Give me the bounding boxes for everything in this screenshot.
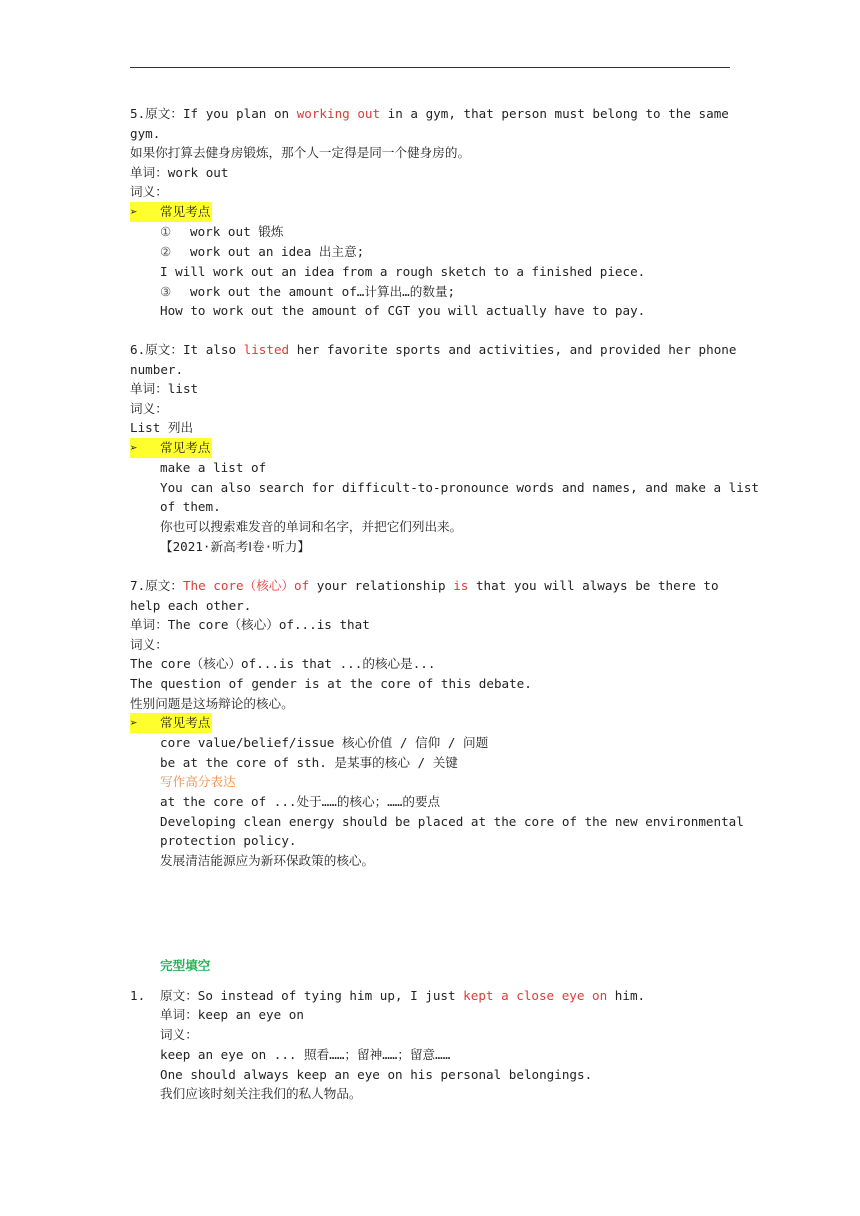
cloze-item1-original: 1. 原文：So instead of tying him up, I just kept a close eye on him. [130,988,646,1003]
circled-number: ② [160,244,172,259]
circled-number: ③ [160,284,172,299]
item6-original: 6.原文：It also listed her favorite sports and activities, and provided her phone [130,342,737,357]
item5-word: 单词：work out [130,165,229,180]
item6-example-cont: of them. [160,499,221,514]
arrow-bullet-icon: ➢ [130,440,138,455]
cloze-item1-keyword: kept a close eye on [463,988,608,1003]
cloze-item1-example: One should always keep an eye on his personal belongings. [160,1067,593,1082]
cloze-item1-word: 单词：keep an eye on [160,1007,304,1022]
item5-point-2: ② work out an idea 出主意; [160,242,364,262]
item6-keyword: listed [243,342,290,357]
cloze-item1-meaning: keep an eye on ... 照看……；留神……；留意…… [160,1047,451,1062]
item6-example: You can also search for difficult-to-pronounce words and names, and make a list [160,480,759,495]
item7-meaning: The core（核心）of...is that ...的核心是... [130,656,436,671]
item6-source: 【2021·新高考Ⅰ卷·听力】 [160,539,310,554]
item5-example-3: How to work out the amount of CGT you will actually have to pay. [160,303,646,318]
item7-meaning-label: 词义： [130,637,168,652]
item7-point-1: core value/belief/issue 核心价值 / 信仰 / 问题 [160,735,489,750]
item5-original: 5.原文：If you plan on working out in a gym, that person must belong to the same [130,106,729,121]
item7-writing-3: protection policy. [160,833,297,848]
item5-translation: 如果你打算去健身房锻炼，那个人一定得是同一个健身房的。 [130,145,471,160]
section-heading-cloze: 完型填空 [160,958,211,973]
cloze-item1-translation: 我们应该时刻关注我们的私人物品。 [160,1086,362,1101]
item6-exam-heading: ➢ 常见考点 [130,438,212,458]
item6-example-translation: 你也可以搜索难发音的单词和名字，并把它们列出来。 [160,519,463,534]
item7-example-translation: 性别问题是这场辩论的核心。 [130,696,294,711]
item7-point-2: be at the core of sth. 是某事的核心 / 关键 [160,755,458,770]
item7-exam-heading: ➢ 常见考点 [130,713,212,733]
item7-writing-2: Developing clean energy should be placed at the core of the new environmental [160,814,744,829]
item6-word: 单词：list [130,381,199,396]
item7-word: 单词：The core（核心）of...is that [130,617,370,632]
item5-exam-heading: ➢ 常见考点 [130,202,212,222]
item6-original-cont: number. [130,362,184,377]
item7-original-cont: help each other. [130,598,252,613]
item6-meaning: List 列出 [130,420,194,435]
item7-writing-1: at the core of ...处于……的核心；……的要点 [160,794,441,809]
cloze-item1-meaning-label: 词义： [160,1027,198,1042]
item6-point-1: make a list of [160,460,267,475]
arrow-bullet-icon: ➢ [130,204,138,219]
item5-point-3: ③ work out the amount of…计算出…的数量; [160,282,455,302]
item7-example: The question of gender is at the core of this debate. [130,676,532,691]
item7-writing-4: 发展清洁能源应为新环保政策的核心。 [160,853,375,868]
item5-original-cont: gym. [130,126,161,141]
arrow-bullet-icon: ➢ [130,715,138,730]
circled-number: ① [160,224,172,239]
item7-writing-heading: 写作高分表达 [160,774,236,789]
header-rule [130,67,730,68]
item5-keyword: working out [296,106,381,121]
item5-meaning-label: 词义： [130,184,168,199]
item6-meaning-label: 词义： [130,401,168,416]
item5-example-2: I will work out an idea from a rough sketch to a finished piece. [160,264,646,279]
item7-keyword-1: The core（核心）of [182,578,310,593]
item7-keyword-2: is [453,578,469,593]
item7-original: 7.原文：The core（核心）of your relationship is that you will always be there to [130,578,719,593]
item5-point-1: ① work out 锻炼 [160,222,283,242]
